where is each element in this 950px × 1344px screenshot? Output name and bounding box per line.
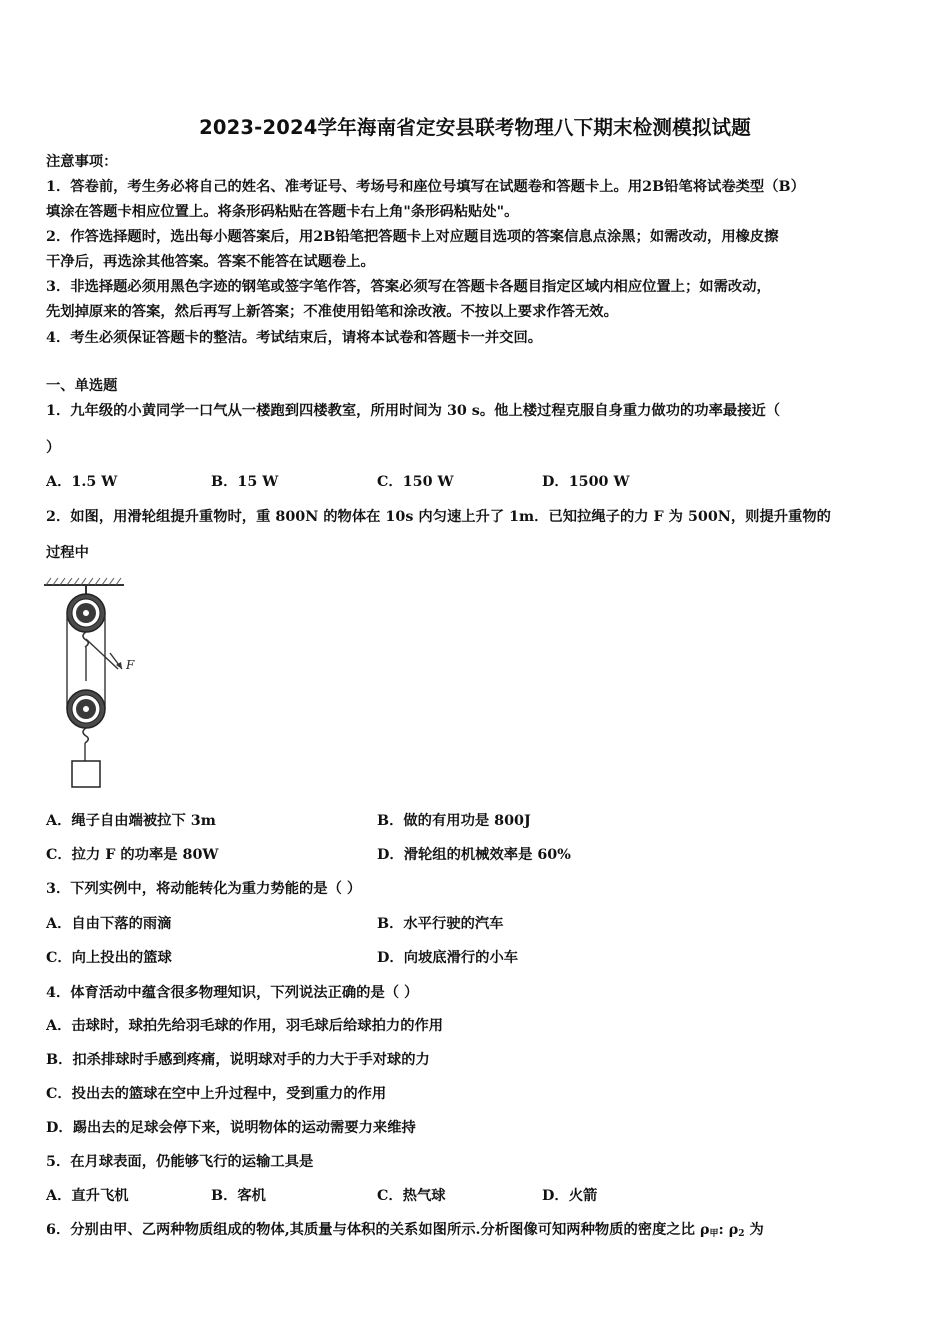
notice-item-4: 4．考生必须保证答题卡的整洁。考试结束后，请将本试卷和答题卡一并交回。 [46, 330, 543, 346]
question-1-stem-cont: ） [46, 440, 61, 456]
question-6-stem [46, 1220, 764, 1244]
question-3-option-c[interactable]: C．向上投出的篮球 [46, 950, 172, 966]
notice-item-1-line-2: 填涂在答题卡相应位置上。将条形码粘贴在答题卡右上角"条形码粘贴处"。 [46, 204, 519, 220]
page-title: 2023-2024学年海南省定安县联考物理八下期末检测模拟试题 [199, 116, 751, 139]
question-2-stem: 2．如图，用滑轮组提升重物时，重 800N 的物体在 10s 内匀速上升了 1m．已知拉绳子的力 F 为 500N，则提升重物的 [46, 509, 831, 525]
question-2-option-d[interactable]: D．滑轮组的机械效率是 60% [377, 847, 571, 863]
question-3-option-b[interactable]: B．水平行驶的汽车 [377, 916, 504, 932]
question-1-option-d[interactable]: D．1500 W [542, 474, 630, 490]
force-label: F [126, 658, 135, 672]
question-2-option-a[interactable]: A．绳子自由端被拉下 3m [46, 813, 216, 829]
notice-item-3-line-1: 3．非选择题必须用黑色字迹的钢笔或签字笔作答，答案必须写在答题卡各题目指定区域内相应位置上；如需改动， [46, 279, 771, 295]
notice-item-1-line-1: 1．答卷前，考生务必将自己的姓名、准考证号、考场号和座位号填写在试题卷和答题卡上。用2B铅笔将试卷类型（B） [46, 179, 805, 195]
question-1-option-c[interactable]: C．150 W [377, 474, 454, 490]
notice-heading: 注意事项： [46, 154, 118, 170]
pulley-system-figure [42, 573, 152, 793]
question-6-stem-text: 6．分别由甲、乙两种物质组成的物体,其质量与体积的关系如图所示.分析图像可知两种物质的密度之比 ρ [46, 1222, 710, 1238]
ceiling-hatch [44, 578, 124, 585]
fixed-pulley [67, 585, 105, 647]
question-4-option-b[interactable]: B．扣杀排球时手感到疼痛，说明球对手的力大于手对球的力 [46, 1052, 430, 1068]
question-2-option-b[interactable]: B．做的有用功是 800J [377, 813, 531, 829]
question-2-option-c[interactable]: C．拉力 F 的功率是 80W [46, 847, 219, 863]
question-3-stem: 3．下列实例中，将动能转化为重力势能的是（ ） [46, 881, 362, 897]
question-1-option-b[interactable]: B．15 W [211, 474, 279, 490]
notice-item-2-line-2: 干净后，再选涂其他答案。答案不能答在试题卷上。 [46, 254, 375, 270]
question-5-option-d[interactable]: D．火箭 [542, 1188, 598, 1204]
section-heading: 一、单选题 [46, 378, 118, 394]
question-4-option-c[interactable]: C．投出去的篮球在空中上升过程中，受到重力的作用 [46, 1086, 387, 1102]
notice-item-2-line-1: 2．作答选择题时，选出每小题答案后，用2B铅笔把答题卡上对应题目选项的答案信息点涂黑；如需改动，用橡皮擦 [46, 229, 779, 245]
question-6-mid: : ρ [718, 1222, 739, 1238]
load-block [72, 761, 100, 787]
question-1-option-a[interactable]: A．1.5 W [46, 474, 118, 490]
question-6-sub-1: 甲 [709, 1229, 719, 1239]
question-2-stem-cont: 过程中 [46, 545, 89, 561]
question-5-option-b[interactable]: B．客机 [211, 1188, 266, 1204]
question-6-tail: 为 [744, 1222, 764, 1238]
question-5-option-a[interactable]: A．直升飞机 [46, 1188, 129, 1204]
movable-pulley [67, 690, 105, 761]
question-1-stem: 1．九年级的小黄同学一口气从一楼跑到四楼教室，所用时间为 30 s。他上楼过程克服自身重力做功的功率最接近（ [46, 403, 781, 419]
force-arrow [110, 653, 135, 672]
notice-item-3-line-2: 先划掉原来的答案，然后再写上新答案；不准使用铅笔和涂改液。不按以上要求作答无效。 [46, 304, 618, 320]
question-4-option-a[interactable]: A．击球时，球拍先给羽毛球的作用，羽毛球后给球拍力的作用 [46, 1018, 444, 1034]
question-6-sub-2: 2 [738, 1229, 745, 1239]
question-4-option-d[interactable]: D．踢出去的足球会停下来，说明物体的运动需要力来维持 [46, 1120, 416, 1136]
question-5-stem: 5．在月球表面，仍能够飞行的运输工具是 [46, 1154, 314, 1170]
question-4-stem: 4．体育活动中蕴含很多物理知识，下列说法正确的是（ ） [46, 985, 419, 1001]
question-5-option-c[interactable]: C．热气球 [377, 1188, 446, 1204]
question-3-option-d[interactable]: D．向坡底滑行的小车 [377, 950, 519, 966]
question-3-option-a[interactable]: A．自由下落的雨滴 [46, 916, 172, 932]
